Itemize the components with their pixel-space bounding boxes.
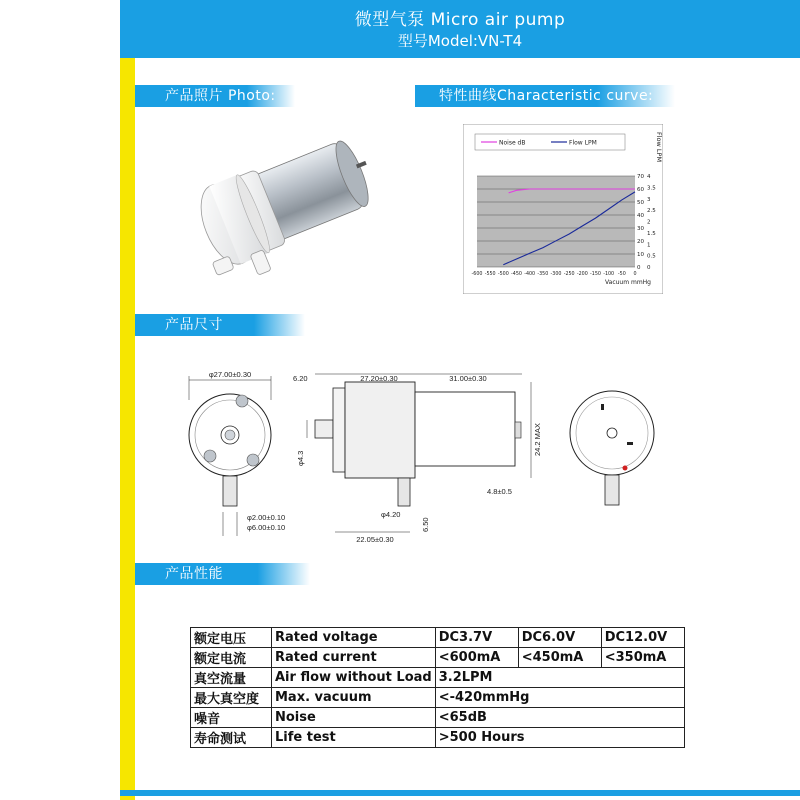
section-photo-label: 产品照片 Photo: bbox=[135, 85, 295, 107]
x-tick-label: -600 bbox=[471, 272, 483, 277]
x-tick-label: -250 bbox=[563, 272, 575, 277]
chart-legend-box bbox=[475, 134, 625, 150]
product-title: 微型气泵 Micro air pump bbox=[354, 10, 566, 30]
x-axis-title: Vacuum mmHg bbox=[605, 279, 651, 286]
flow-axis-title: Flow LPM bbox=[655, 132, 663, 163]
noise-tick-label: 50 bbox=[637, 200, 644, 206]
flow-tick-label: 1.5 bbox=[647, 230, 656, 237]
noise-tick-label: 70 bbox=[637, 174, 644, 180]
pump-photo bbox=[190, 125, 390, 300]
spec-cn: 噪音 bbox=[191, 708, 272, 728]
bottom-rule bbox=[120, 790, 800, 796]
table-row bbox=[191, 728, 685, 748]
spec-value: <65dB bbox=[435, 708, 684, 728]
dim-420: φ4.20 bbox=[381, 510, 401, 519]
spec-en: Air flow without Load bbox=[272, 668, 436, 688]
x-tick-label: -400 bbox=[524, 272, 536, 277]
dim-shaft-dia1: φ2.00±0.10 bbox=[247, 513, 286, 522]
spec-value: <600mA bbox=[435, 648, 518, 668]
section-characteristic-label: 产品性能Characteristic: bbox=[135, 563, 310, 585]
spec-value: <350mA bbox=[601, 648, 684, 668]
dimension-drawing bbox=[185, 360, 675, 550]
dim-620: 6.20 bbox=[293, 374, 308, 383]
spec-value: DC12.0V bbox=[601, 628, 684, 648]
legend-noise-label: Noise dB bbox=[499, 139, 526, 147]
side-view bbox=[293, 374, 542, 544]
flow-tick-label: 0 bbox=[647, 265, 651, 271]
chart-plot-area bbox=[472, 174, 657, 277]
spec-value: >500 Hours bbox=[435, 728, 684, 748]
flow-tick-label: 1 bbox=[647, 242, 651, 249]
spec-cn: 额定电流 bbox=[191, 648, 272, 668]
flow-tick-label: 2.5 bbox=[647, 208, 656, 215]
spec-cn: 真空流量 bbox=[191, 668, 272, 688]
front-view bbox=[189, 370, 285, 536]
x-tick-label: -150 bbox=[590, 272, 601, 277]
section-curve-label: 特性曲线Characteristic curve: bbox=[415, 85, 675, 107]
x-tick-label: -500 bbox=[497, 272, 509, 277]
noise-tick-label: 40 bbox=[637, 213, 644, 219]
dim-48: 4.8±0.5 bbox=[487, 487, 512, 496]
flow-tick-label: 4 bbox=[647, 174, 651, 180]
flow-tick-label: 0.5 bbox=[647, 253, 656, 260]
x-tick-label: -50 bbox=[617, 272, 626, 277]
spec-en: Max. vacuum bbox=[272, 688, 436, 708]
spec-value: <-420mmHg bbox=[435, 688, 684, 708]
noise-tick-label: 10 bbox=[637, 252, 644, 258]
dim-2720: 27.20±0.30 bbox=[360, 374, 398, 383]
section-dimension-label: 产品尺寸Dimension: bbox=[135, 314, 305, 336]
plot-background bbox=[477, 176, 635, 267]
dim-shaft-dia2: φ6.00±0.10 bbox=[247, 523, 286, 532]
table-row bbox=[191, 708, 685, 728]
dim-242: 24.2 MAX bbox=[533, 423, 542, 456]
yellow-side-strip bbox=[120, 58, 135, 800]
spec-value: <450mA bbox=[518, 648, 601, 668]
x-tick-label: 0 bbox=[633, 272, 637, 277]
table-row bbox=[191, 628, 685, 648]
x-tick-label: -350 bbox=[537, 272, 549, 277]
x-tick-label: -200 bbox=[576, 272, 588, 277]
dim-43: φ4.3 bbox=[296, 450, 305, 466]
spec-cn: 最大真空度 bbox=[191, 688, 272, 708]
dim-650: 6.50 bbox=[421, 517, 430, 532]
spec-value: 3.2LPM bbox=[435, 668, 684, 688]
noise-tick-label: 0 bbox=[637, 265, 641, 271]
spec-value: DC6.0V bbox=[518, 628, 601, 648]
table-row bbox=[191, 648, 685, 668]
x-tick-label: -450 bbox=[511, 272, 522, 277]
dim-2205: 22.05±0.30 bbox=[356, 535, 394, 544]
spec-value: DC3.7V bbox=[435, 628, 518, 648]
noise-tick-label: 60 bbox=[637, 187, 644, 193]
legend-flow-label: Flow LPM bbox=[569, 139, 597, 147]
flow-tick-label: 2 bbox=[647, 219, 651, 226]
flow-tick-label: 3 bbox=[647, 196, 651, 203]
spec-en: Life test bbox=[272, 728, 436, 748]
dim-outer-dia: φ27.00±0.30 bbox=[208, 370, 252, 379]
header-banner bbox=[120, 0, 800, 58]
dim-3100: 31.00±0.30 bbox=[449, 374, 487, 383]
x-tick-label: -550 bbox=[484, 272, 496, 277]
spec-table bbox=[190, 627, 685, 748]
noise-tick-label: 20 bbox=[637, 239, 644, 245]
spec-en: Rated voltage bbox=[272, 628, 436, 648]
table-row bbox=[191, 688, 685, 708]
table-row bbox=[191, 668, 685, 688]
x-tick-label: -300 bbox=[550, 272, 562, 277]
flow-tick-label: 3.5 bbox=[647, 185, 656, 192]
back-view bbox=[570, 391, 654, 505]
spec-cn: 寿命测试 bbox=[191, 728, 272, 748]
model-number: 型号Model:VN-T4 bbox=[397, 32, 523, 50]
x-tick-label: -100 bbox=[603, 272, 615, 277]
spec-cn: 额定电压 bbox=[191, 628, 272, 648]
characteristic-chart bbox=[463, 124, 663, 294]
spec-en: Rated current bbox=[272, 648, 436, 668]
noise-tick-label: 30 bbox=[637, 226, 644, 232]
spec-en: Noise bbox=[272, 708, 436, 728]
